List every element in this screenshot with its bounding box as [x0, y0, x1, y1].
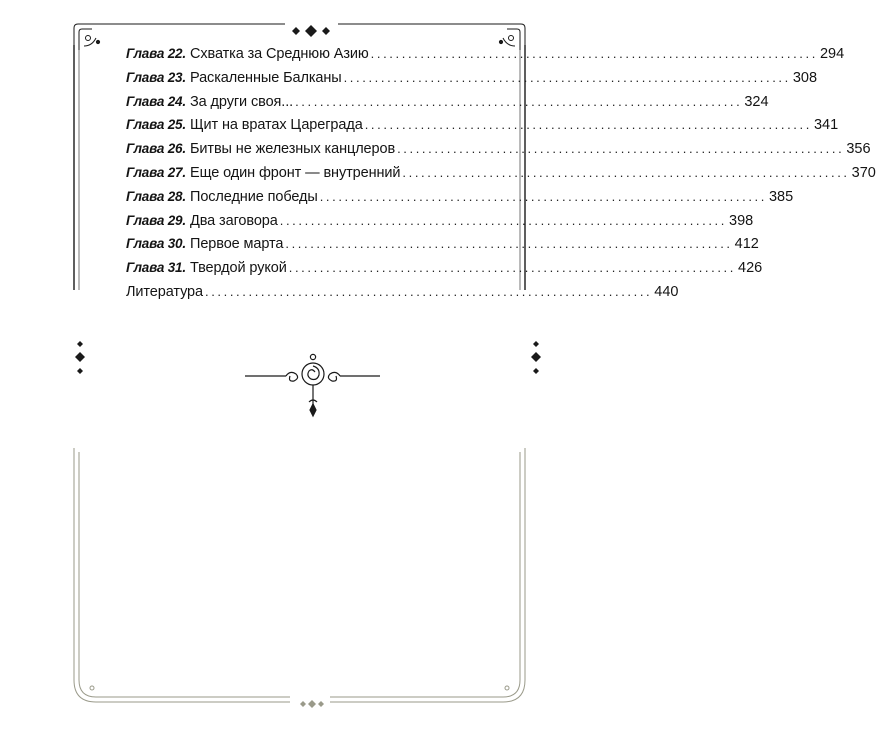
toc-entry[interactable]: [126, 66, 818, 90]
page-number: 385: [768, 188, 794, 205]
page-number: 324: [744, 93, 769, 110]
chapter-label: Глава 26.: [126, 141, 186, 157]
toc-entry[interactable]: [126, 113, 839, 137]
lower-border: [74, 448, 525, 702]
right-diamond-ornament: [531, 341, 541, 374]
chapter-title: За други своя...: [190, 93, 294, 110]
dot-leader: ........................................................................: [285, 236, 733, 252]
page-number: 308: [792, 69, 818, 86]
chapter-title: Последние победы: [190, 188, 318, 205]
chapter-label: Глава 27.: [126, 164, 186, 180]
toc-entry[interactable]: [126, 256, 763, 280]
dot-leader: ........................................................................: [402, 164, 850, 180]
dot-leader: ........................................................................: [397, 141, 845, 157]
page-number: 426: [738, 260, 763, 277]
chapter-title: Твердой рукой: [190, 260, 287, 277]
chapter-title: Два заговора: [190, 212, 278, 229]
chapter-title: Битвы не железных канцлеров: [190, 141, 396, 158]
central-flourish-ornament: [245, 354, 380, 416]
chapter-title: Схватка за Среднюю Азию: [190, 46, 369, 62]
chapter-label: Глава 29.: [126, 212, 186, 228]
page-number: 341: [813, 117, 839, 134]
dot-leader: ........................................................................: [370, 46, 818, 61]
top-diamond-ornament: [292, 25, 330, 37]
dot-leader: ........................................................................: [205, 283, 653, 299]
page-number: 440: [654, 283, 679, 300]
chapter-label: Глава 31.: [126, 260, 186, 276]
chapter-label: Глава 25.: [126, 117, 186, 133]
dot-leader: ........................................................................: [288, 260, 736, 276]
page-number: 294: [819, 46, 845, 62]
toc-entry[interactable]: [126, 161, 876, 185]
page-number: 398: [729, 212, 754, 229]
corner-ornament-top-left: [74, 24, 100, 50]
toc-entry-literature[interactable]: [126, 280, 679, 304]
section-title: Литература: [126, 283, 203, 300]
toc-entry[interactable]: [126, 90, 769, 114]
toc-entry[interactable]: [126, 185, 794, 209]
dot-leader: ........................................................................: [364, 117, 812, 133]
dot-leader: ........................................................................: [343, 69, 791, 85]
chapter-title: Щит на вратах Цареграда: [190, 117, 363, 134]
page-number: 370: [851, 164, 876, 181]
toc-entry[interactable]: [126, 137, 871, 161]
chapter-label: Глава 22.: [126, 46, 186, 61]
dot-leader: ........................................................................: [279, 212, 727, 228]
chapter-title: Первое марта: [190, 236, 284, 253]
chapter-title: Раскаленные Балканы: [190, 69, 342, 86]
toc-entry[interactable]: [126, 209, 754, 233]
chapter-title: Еще один фронт — внутренний: [190, 164, 401, 181]
page-number: 412: [734, 236, 759, 253]
bottom-ornament: [300, 700, 324, 708]
page-number: 356: [846, 141, 871, 158]
chapter-label: Глава 24.: [126, 93, 186, 109]
dot-leader: ........................................................................: [319, 188, 767, 204]
chapter-label: Глава 30.: [126, 236, 186, 252]
toc-entry[interactable]: [126, 232, 759, 256]
chapter-label: Глава 23.: [126, 69, 186, 85]
chapter-label: Глава 28.: [126, 188, 186, 204]
left-diamond-ornament: [75, 341, 85, 374]
table-of-contents: [126, 42, 876, 304]
dot-leader: ........................................................................: [295, 93, 743, 109]
toc-entry[interactable]: [126, 42, 845, 66]
